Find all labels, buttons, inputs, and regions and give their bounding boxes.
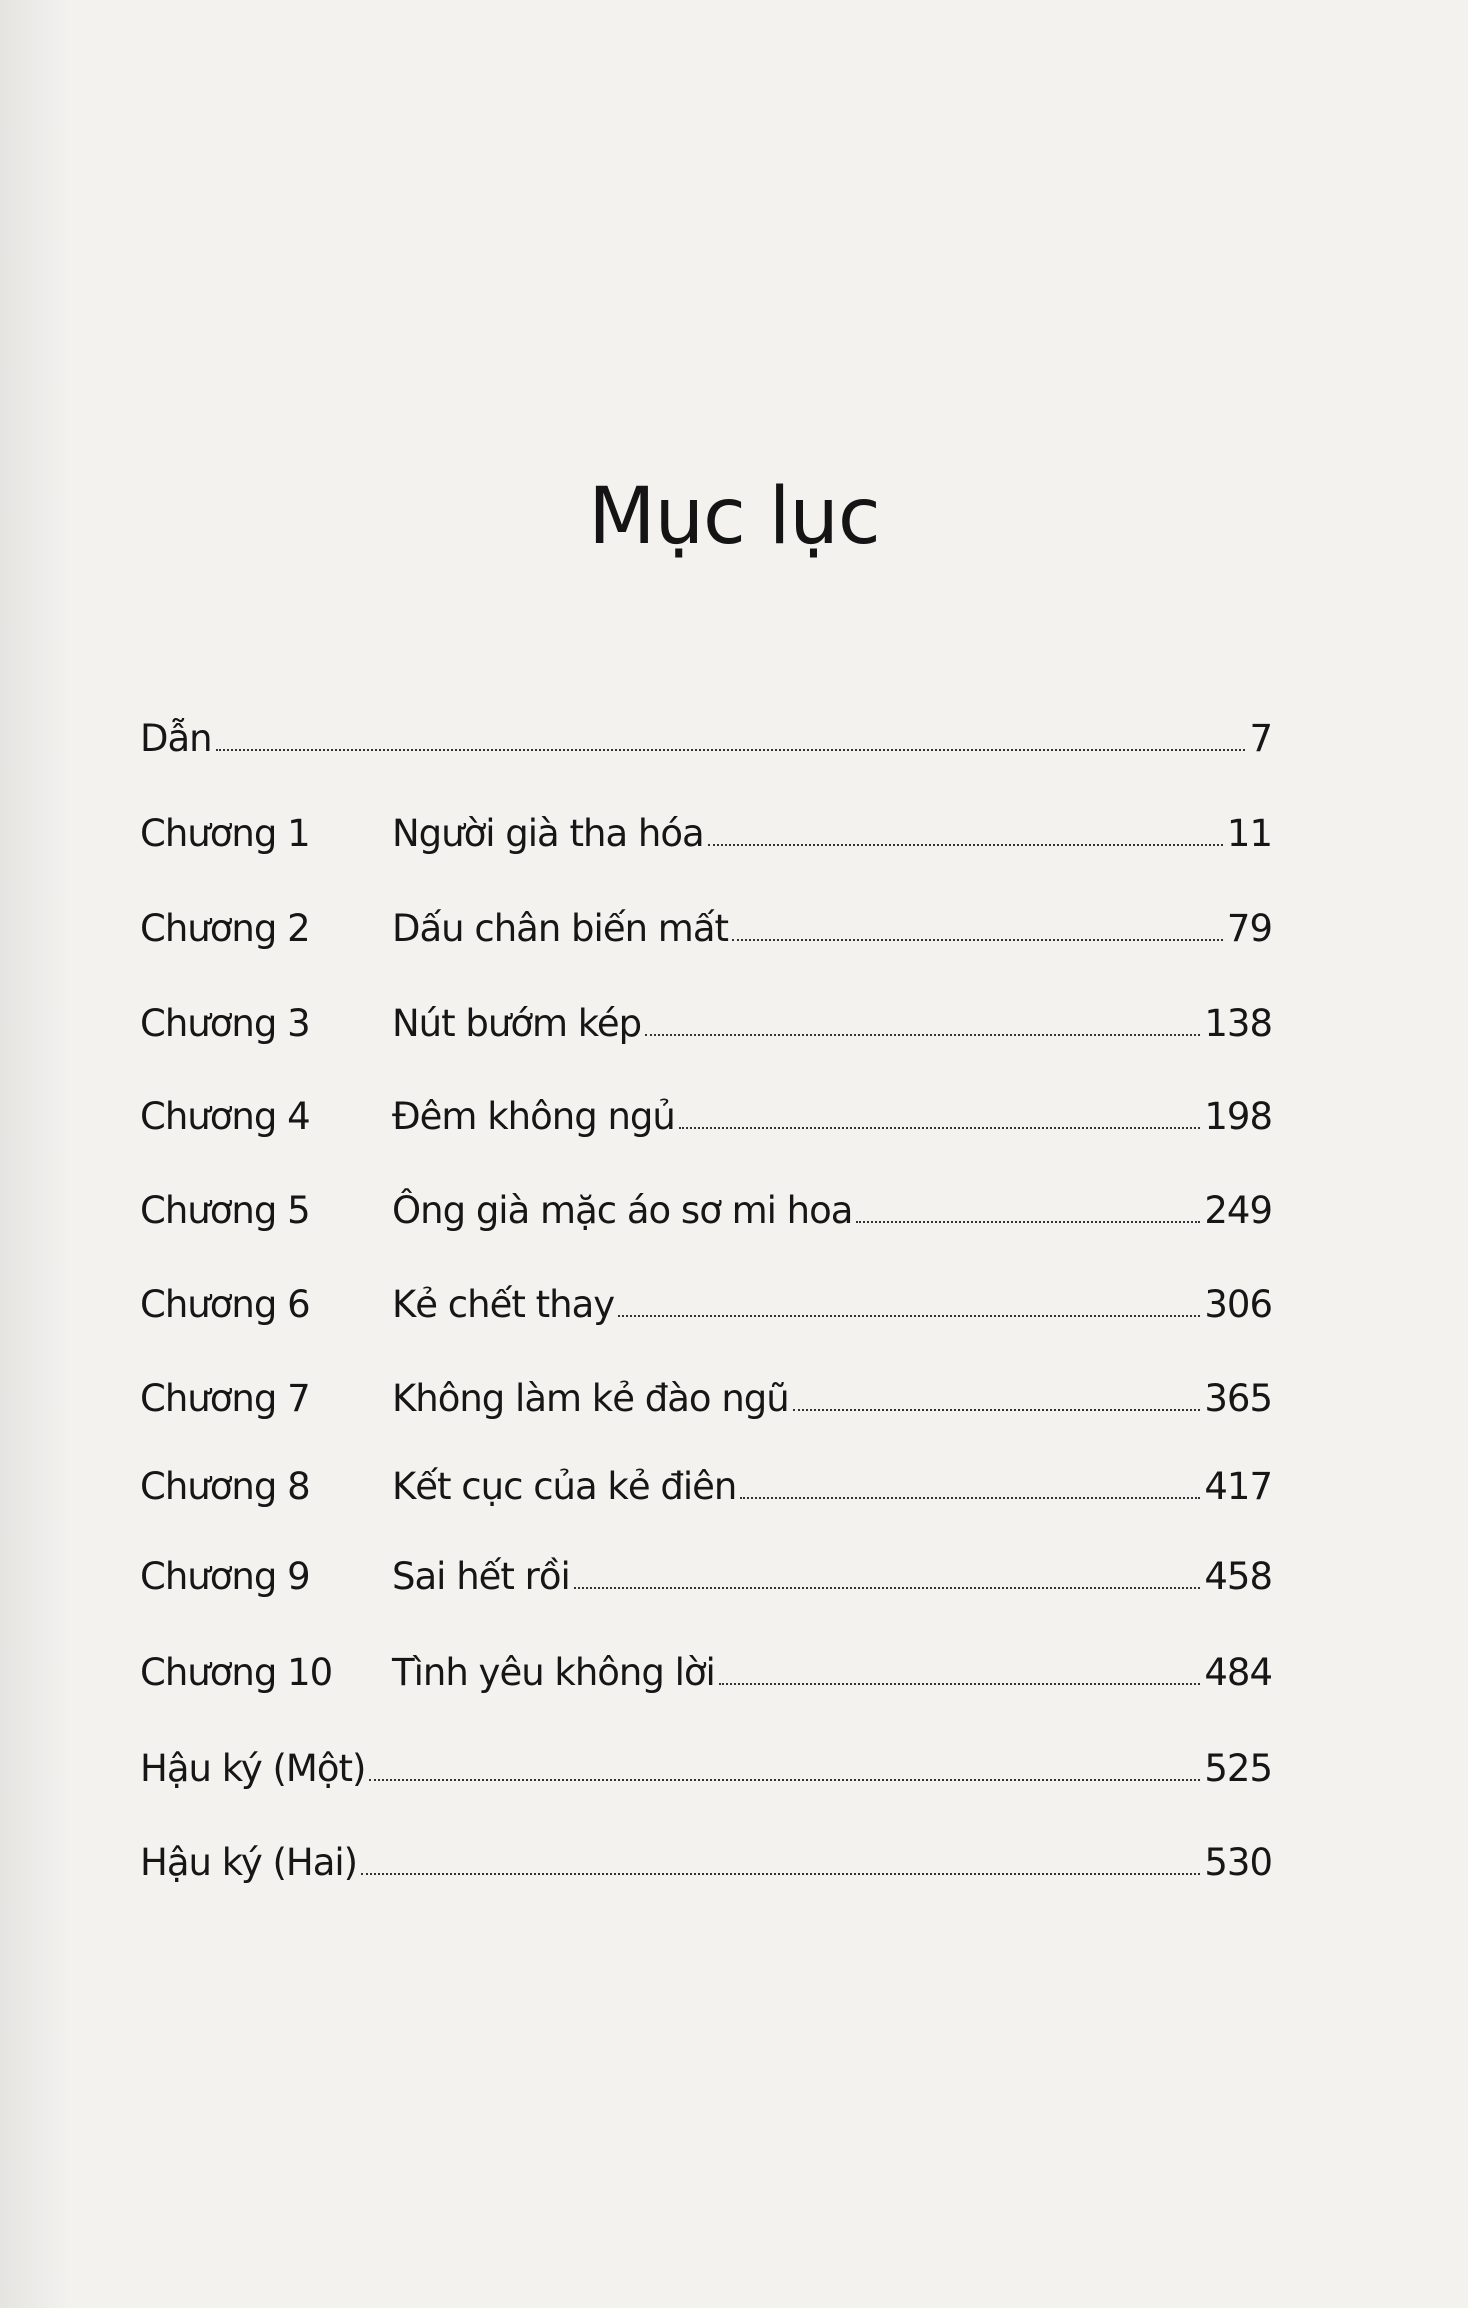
- table-of-contents: [140, 690, 1272, 1890]
- toc-page-number: 417: [1204, 1465, 1272, 1508]
- toc-page-number: 484: [1204, 1651, 1272, 1694]
- toc-chapter-label: Hậu ký (Hai): [140, 1841, 358, 1884]
- toc-dot-leader: [793, 1409, 1201, 1411]
- toc-entry-chapter-4[interactable]: [140, 1068, 1272, 1138]
- toc-entry-afterword-1[interactable]: [140, 1720, 1272, 1790]
- toc-page-number: 79: [1226, 907, 1272, 950]
- toc-chapter-label: Chương 9: [140, 1555, 310, 1598]
- toc-chapter-label: Chương 2: [140, 907, 310, 950]
- toc-chapter-label: Chương 8: [140, 1465, 310, 1508]
- toc-dot-leader: [719, 1683, 1201, 1685]
- toc-page-number: 7: [1249, 717, 1272, 760]
- toc-chapter-label: Chương 4: [140, 1095, 310, 1138]
- toc-entry-chapter-5[interactable]: [140, 1162, 1272, 1232]
- toc-page-number: 11: [1226, 812, 1272, 855]
- toc-chapter-label: Dẫn: [140, 717, 212, 760]
- toc-chapter-label: Chương 3: [140, 1002, 310, 1045]
- toc-page-number: 249: [1204, 1189, 1272, 1232]
- toc-dot-leader: [856, 1221, 1200, 1223]
- toc-chapter-title: Sai hết rồi: [392, 1555, 570, 1598]
- toc-entry-intro[interactable]: [140, 690, 1272, 760]
- toc-page-number: 198: [1204, 1095, 1272, 1138]
- page-gutter-shadow: [0, 0, 70, 2308]
- toc-entry-chapter-9[interactable]: [140, 1528, 1272, 1598]
- toc-entry-chapter-7[interactable]: [140, 1350, 1272, 1420]
- toc-dot-leader: [574, 1587, 1201, 1589]
- toc-chapter-title: Đêm không ngủ: [392, 1095, 675, 1138]
- toc-chapter-title: Kết cục của kẻ điên: [392, 1465, 737, 1508]
- toc-dot-leader: [645, 1034, 1200, 1036]
- toc-chapter-title: Dấu chân biến mất: [392, 907, 729, 950]
- toc-chapter-title: Tình yêu không lời: [392, 1651, 715, 1694]
- toc-dot-leader: [618, 1315, 1200, 1317]
- toc-chapter-title: Ông già mặc áo sơ mi hoa: [392, 1189, 853, 1232]
- toc-page-number: 525: [1204, 1747, 1272, 1790]
- toc-entry-chapter-10[interactable]: [140, 1624, 1272, 1694]
- toc-chapter-title: Không làm kẻ đào ngũ: [392, 1377, 789, 1420]
- toc-entry-chapter-1[interactable]: [140, 785, 1272, 855]
- toc-chapter-label: Chương 7: [140, 1377, 310, 1420]
- toc-dot-leader: [708, 844, 1223, 846]
- toc-entry-chapter-8[interactable]: [140, 1438, 1272, 1508]
- toc-dot-leader: [361, 1873, 1200, 1875]
- toc-page-number: 138: [1204, 1002, 1272, 1045]
- toc-page-number: 530: [1204, 1841, 1272, 1884]
- toc-page-number: 306: [1204, 1283, 1272, 1326]
- toc-chapter-title: Kẻ chết thay: [392, 1283, 615, 1326]
- toc-chapter-label: Hậu ký (Một): [140, 1747, 366, 1790]
- toc-dot-leader: [216, 749, 1246, 751]
- toc-dot-leader: [732, 939, 1223, 941]
- toc-chapter-title: Nút bướm kép: [392, 1002, 642, 1045]
- toc-dot-leader: [740, 1497, 1200, 1499]
- page-title: Mục lục: [588, 472, 880, 563]
- toc-page-number: 458: [1204, 1555, 1272, 1598]
- toc-entry-afterword-2[interactable]: [140, 1814, 1272, 1884]
- toc-chapter-label: Chương 10: [140, 1651, 333, 1694]
- toc-entry-chapter-2[interactable]: [140, 880, 1272, 950]
- toc-chapter-label: Chương 6: [140, 1283, 310, 1326]
- toc-dot-leader: [679, 1127, 1201, 1129]
- toc-chapter-label: Chương 1: [140, 812, 310, 855]
- toc-chapter-label: Chương 5: [140, 1189, 310, 1232]
- toc-entry-chapter-3[interactable]: [140, 975, 1272, 1045]
- toc-entry-chapter-6[interactable]: [140, 1256, 1272, 1326]
- toc-dot-leader: [369, 1779, 1200, 1781]
- toc-chapter-title: Người già tha hóa: [392, 812, 704, 855]
- toc-page-number: 365: [1204, 1377, 1272, 1420]
